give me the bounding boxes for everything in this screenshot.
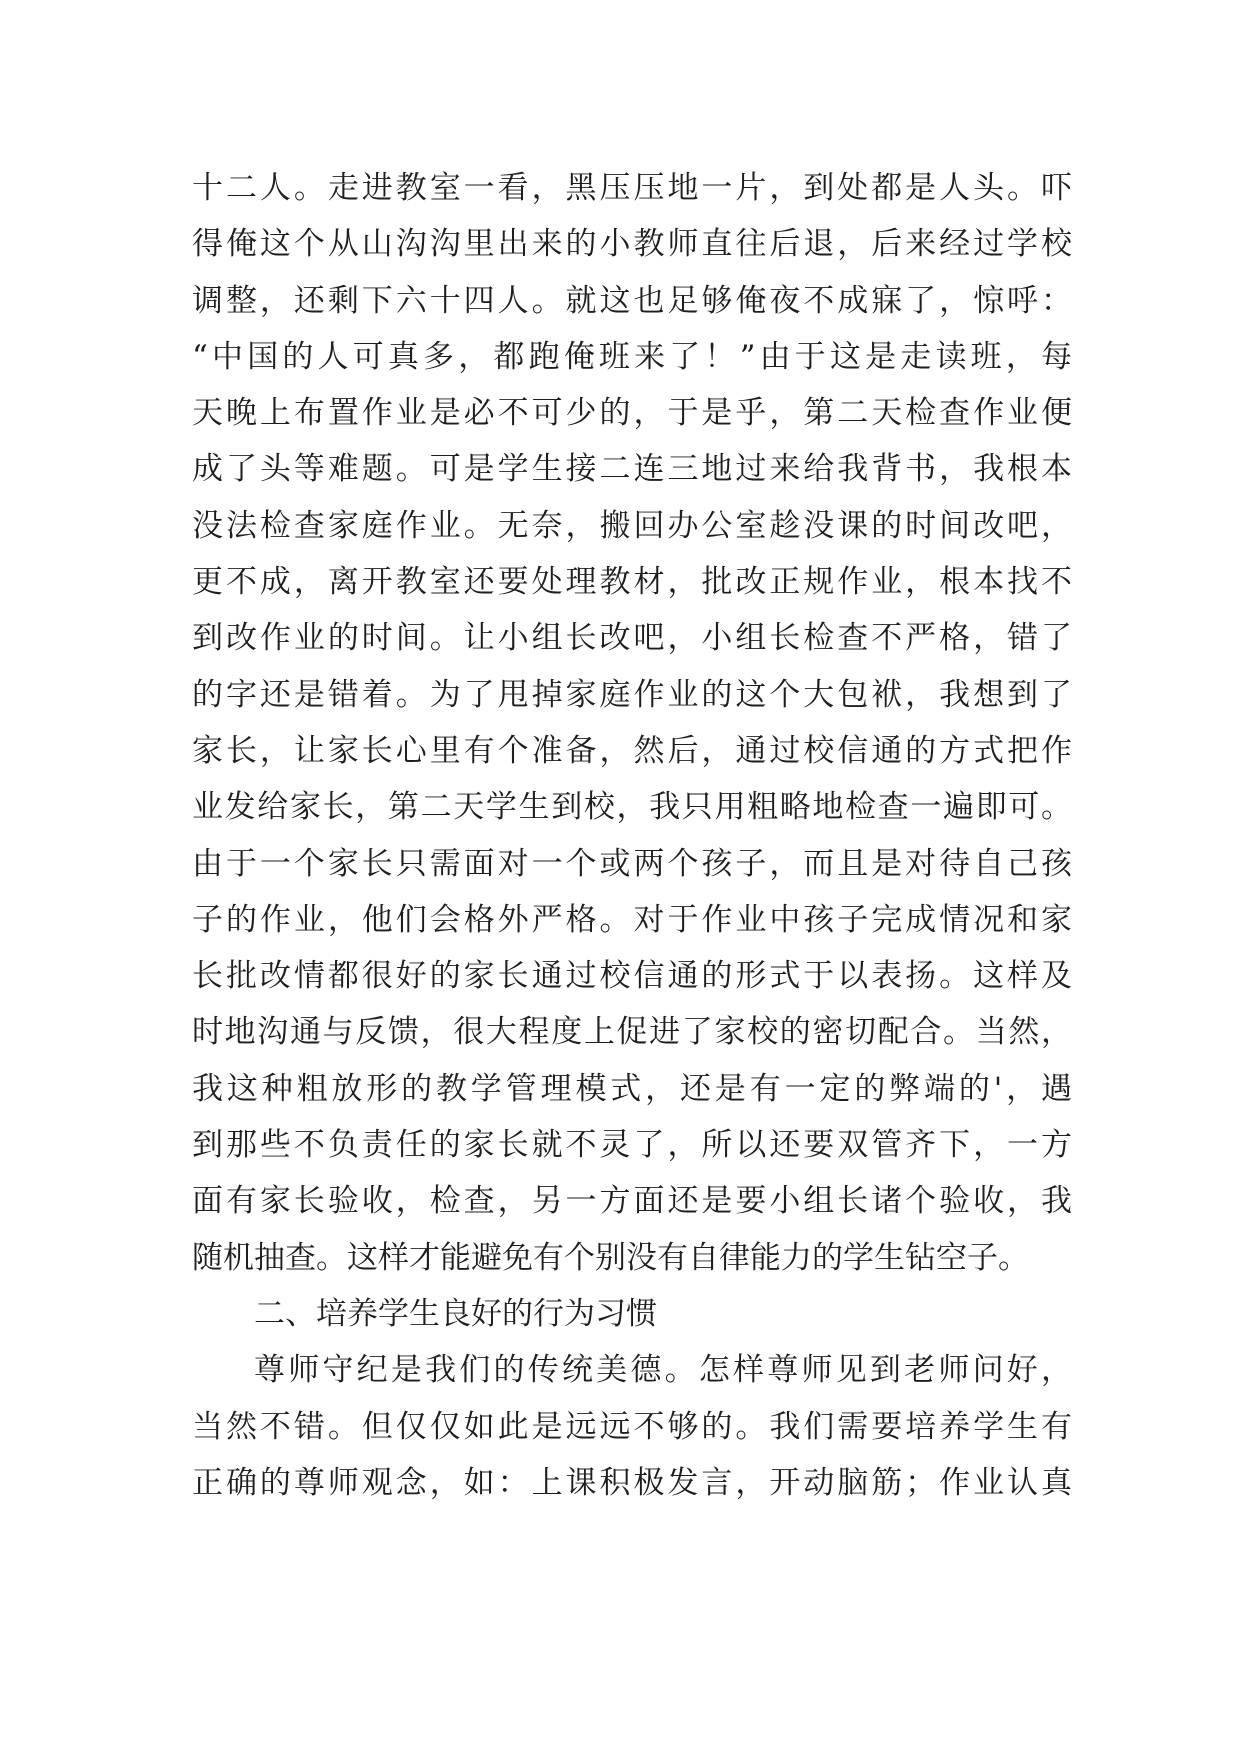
text-line: 面有家长验收，检查，另一方面还是要小组长诸个验收，我 — [192, 1183, 1072, 1220]
text-line: 正确的尊师观念，如：上课积极发言，开动脑筋；作业认真 — [192, 1464, 1072, 1501]
text-line: 调整，还剩下六十四人。就这也足够俺夜不成寐了，惊呼： — [192, 282, 1072, 319]
text-line: 业发给家长，第二天学生到校，我只用粗略地检查一遍即可。 — [192, 789, 1072, 826]
section-heading: 二、培养学生良好的行为习惯 — [254, 1295, 657, 1332]
text-line: 长批改情都很好的家长通过校信通的形式于以表扬。这样及 — [192, 958, 1072, 995]
text-line: 到那些不负责任的家长就不灵了，所以还要双管齐下，一方 — [192, 1127, 1072, 1164]
text-line: 十二人。走进教室一看，黑压压地一片，到处都是人头。吓 — [192, 170, 1072, 206]
text-line: 得俺这个从山沟沟里出来的小教师直往后退，后来经过学校 — [192, 226, 1072, 263]
text-line: 由于一个家长只需面对一个或两个孩子，而且是对待自己孩 — [192, 845, 1072, 882]
text-line: 家长，让家长心里有个准备，然后，通过校信通的方式把作 — [192, 732, 1072, 769]
text-line: 我这种粗放形的教学管理模式，还是有一定的弊端的'，遇 — [192, 1070, 1072, 1107]
text-line: 子的作业，他们会格外严格。对于作业中孩子完成情况和家 — [192, 901, 1072, 938]
body-text — [192, 160, 1072, 1511]
text-line: 没法检查家庭作业。无奈，搬回办公室趁没课的时间改吧， — [192, 507, 1072, 544]
text-line: 尊师守纪是我们的传统美德。怎样尊师见到老师问好， — [254, 1352, 1072, 1389]
text-line: 更不成，离开教室还要处理教材，批改正规作业，根本找不 — [192, 564, 1072, 601]
text-line: “中国的人可真多，都跑俺班来了！”由于这是走读班，每 — [192, 338, 1072, 375]
text-line: 成了头等难题。可是学生接二连三地过来给我背书，我根本 — [192, 451, 1072, 488]
text-line: 时地沟通与反馈，很大程度上促进了家校的密切配合。当然， — [192, 1014, 1072, 1051]
text-line: 到改作业的时间。让小组长改吧，小组长检查不严格，错了 — [192, 620, 1072, 657]
text-line: 随机抽查。这样才能避免有个别没有自律能力的学生钻空子。 — [192, 1239, 1029, 1276]
text-line: 天晚上布置作业是必不可少的，于是乎，第二天检查作业便 — [192, 395, 1072, 432]
text-line: 当然不错。但仅仅如此是远远不够的。我们需要培养学生有 — [192, 1408, 1072, 1445]
text-line: 的字还是错着。为了甩掉家庭作业的这个大包袱，我想到了 — [192, 676, 1072, 713]
